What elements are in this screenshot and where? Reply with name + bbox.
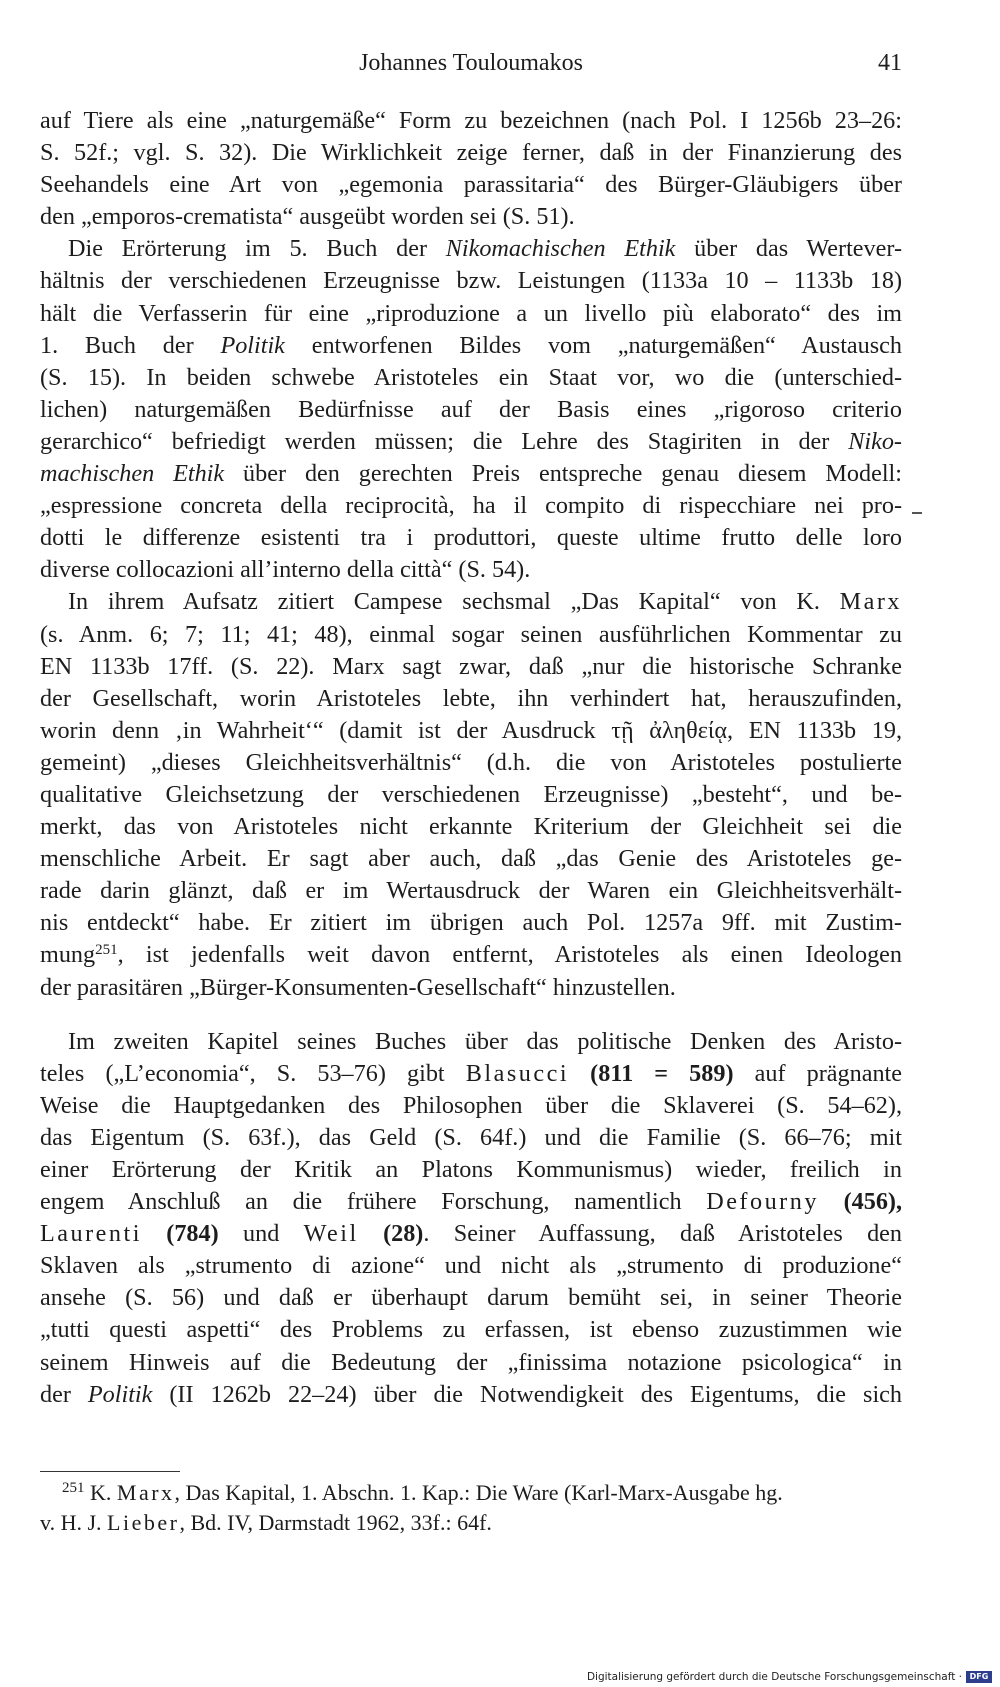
text-run: (II 1262b 22–24) über die Notwendigkeit des Eigentums, die sich [152, 1380, 903, 1408]
text-line [40, 843, 902, 875]
text-run: rade darin glänzt, daß er im Wertausdruck der Waren ein Gleichheitsverhält- [40, 877, 902, 905]
text-run: teles („L’economia“, S. 53–76) gibt [40, 1059, 466, 1087]
text-line [40, 394, 902, 426]
text-line [40, 490, 902, 522]
text-line [40, 265, 902, 297]
text-run: entworfenen Bildes vom „naturgemäßen“ Austausch [284, 331, 902, 359]
text-line [40, 875, 902, 907]
text-run: ansehe (S. 56) und daß er überhaupt darum bemüht sei, in seiner Theorie [40, 1284, 902, 1312]
main-text [40, 105, 902, 1411]
text-line [40, 779, 902, 811]
text-run: worin denn ‚in Wahrheit‘“ (damit ist der Ausdruck τῇ ἀληθείᾳ, EN 1133b 19, [40, 716, 902, 744]
text-line [40, 939, 902, 971]
text-line [40, 554, 902, 586]
text-run: und [218, 1220, 304, 1248]
paragraph [40, 586, 902, 1003]
text-line [40, 683, 902, 715]
text-run: hält die Verfasserin für eine „riproduzione a un livello più elaborato“ des im [40, 299, 902, 327]
running-title: Johannes Touloumakos [359, 50, 583, 76]
spaced-name: Marx [116, 1480, 175, 1505]
footnote-rule [40, 1471, 180, 1472]
text-run: K. [84, 1480, 117, 1505]
text-line [40, 1090, 902, 1122]
text-run: merkt, das von Aristoteles nicht erkannte Kriterium der Gleichheit sei die [40, 813, 902, 841]
text-line [40, 522, 902, 554]
italic-text: machischen Ethik [40, 460, 225, 488]
text-line [40, 1122, 902, 1154]
spaced-name: Lieber [107, 1510, 180, 1535]
footnote-marker: 251 [95, 942, 118, 959]
text-run: engem Anschluß an die frühere Forschung, namentlich [40, 1188, 707, 1216]
text-run: nis entdeckt“ habe. Er zitiert im übrigen auch Pol. 1257a 9ff. mit Zustim- [40, 909, 902, 937]
bold-reference: (28) [383, 1220, 424, 1248]
credit-text: Digitalisierung gefördert durch die Deutsche Forschungsgemeinschaft · [586, 1671, 962, 1683]
digitization-credit [587, 1671, 992, 1683]
text-line [40, 1186, 902, 1218]
bold-reference: (456), [843, 1188, 903, 1216]
text-run: seinem Hinweis auf die Bedeutung der „finissima notazione psicologica“ in [40, 1348, 902, 1376]
text-line [40, 1379, 902, 1411]
text-line [40, 1250, 902, 1282]
text-line [40, 1154, 902, 1186]
text-run: (s. Anm. 6; 7; 11; 41; 48), einmal sogar seinen ausführlichen Kommentar zu [40, 620, 902, 648]
text-run: der Gesellschaft, worin Aristoteles lebte, ihn verhindert hat, herauszufinden, [40, 684, 902, 712]
text-run [819, 1188, 844, 1215]
paragraph [40, 105, 902, 233]
text-line [40, 747, 902, 779]
text-run: über das Wertever- [675, 235, 902, 263]
text-run: über den gerechten Preis entspreche genau diesem Modell: [224, 460, 902, 488]
text-line [40, 1347, 902, 1379]
text-run: v. H. J. [40, 1510, 108, 1535]
text-run: mung [40, 941, 96, 969]
bold-reference: (784) [166, 1220, 219, 1248]
text-line [40, 1058, 902, 1090]
text-line [40, 330, 902, 362]
page-number: 41 [878, 50, 902, 76]
text-run: . Seiner Auffassung, daß Aristoteles den [423, 1220, 902, 1248]
text-line [40, 105, 902, 137]
text-run [359, 1220, 383, 1247]
text-run: Sklaven als „strumento di azione“ und nicht als „strumento di produzione“ [40, 1252, 902, 1280]
text-line [40, 362, 902, 394]
italic-text: Niko- [848, 427, 902, 455]
text-line [40, 715, 902, 747]
text-line [40, 1218, 902, 1250]
text-run: einer Erörterung der Kritik an Platons Kommunismus) wieder, freilich in [40, 1156, 902, 1183]
text-line [40, 1282, 902, 1314]
text-line [40, 619, 902, 651]
text-run: das Eigentum (S. 63f.), das Geld (S. 64f.) und die Familie (S. 66–76; mit [40, 1123, 902, 1151]
text-line [40, 169, 902, 201]
bold-reference: (811 = 589) [590, 1059, 734, 1087]
text-line [40, 1508, 902, 1538]
text-run: 1. Buch der [40, 331, 221, 359]
text-run: gerarchico“ befriedigt werden müssen; die Lehre des Stagiriten in der [40, 427, 849, 455]
text-line [40, 1478, 902, 1508]
text-run: Weise die Hauptgedanken des Philosophen über die Sklaverei (S. 54–62), [40, 1091, 902, 1119]
spaced-name: Marx [839, 588, 902, 616]
text-line [40, 972, 902, 1004]
text-run: , ist jedenfalls weit davon entfernt, Aristoteles als einen Ideologen [117, 941, 902, 969]
italic-text: Politik [87, 1380, 153, 1408]
spaced-name: Laurenti [40, 1220, 142, 1248]
text-run: , Das Kapital, 1. Abschn. 1. Kap.: Die Ware (Karl-Marx-Ausgabe hg. [174, 1480, 783, 1505]
text-run: gemeint) „dieses Gleichheitsverhältnis“ (d.h. die von Aristoteles postulierte [40, 748, 902, 776]
dfg-logo: DFG [966, 1671, 992, 1683]
text-line [40, 586, 902, 618]
paragraph [40, 233, 902, 586]
text-run: „espressione concreta della reciprocità, ha il compito di rispecchiare nei pro- [40, 492, 902, 520]
text-line [40, 298, 902, 330]
text-line [40, 233, 902, 265]
text-run: „tutti questi aspetti“ des Problems zu erfassen, ist ebenso zuzustimmen wie [40, 1316, 902, 1344]
spaced-name: Blasucci [465, 1059, 570, 1087]
text-run: hältnis der verschiedenen Erzeugnisse bzw. Leistungen (1133a 10 – 1133b 18) [40, 267, 902, 295]
text-run: den „emporos-crematista“ ausgeübt worden sei (S. 51). [40, 203, 575, 231]
paragraph [40, 1026, 902, 1411]
text-run: EN 1133b 17ff. (S. 22). Marx sagt zwar, daß „nur die historische Schranke [40, 652, 902, 680]
footnote [40, 1478, 902, 1538]
text-run: S. 52f.; vgl. S. 32). Die Wirklichkeit zeige ferner, daß in der Finanzierung des [40, 139, 902, 167]
text-run [142, 1220, 166, 1247]
text-line [40, 1314, 902, 1346]
text-line [40, 907, 902, 939]
text-run: qualitative Gleichsetzung der verschiedenen Erzeugnisse) „besteht“, und be- [40, 780, 902, 808]
text-line [40, 201, 902, 233]
text-run: Seehandels eine Art von „egemonia parassitaria“ des Bürger-Gläubigers über [40, 171, 902, 199]
spaced-name: Weil [303, 1220, 359, 1248]
text-line [40, 1026, 902, 1058]
text-run: Die Erörterung im 5. Buch der [68, 235, 446, 263]
text-line [40, 651, 902, 683]
running-header [40, 50, 902, 86]
text-run: lichen) naturgemäßen Bedürfnisse auf der Basis eines „rigoroso criterio [40, 395, 902, 423]
text-run: diverse collocazioni all’interno della città“ (S. 54). [40, 556, 531, 584]
spaced-name: Defourny [706, 1188, 819, 1216]
text-run: (S. 15). In beiden schwebe Aristoteles ein Staat vor, wo die (unterschied- [40, 363, 902, 391]
text-run: auf Tiere als eine „naturgemäße“ Form zu bezeichnen (nach Pol. I 1256b 23–26: [40, 107, 902, 134]
text-line [40, 137, 902, 169]
text-run: In ihrem Aufsatz zitiert Campese sechsmal „Das Kapital“ von K. [68, 588, 840, 616]
text-line [40, 811, 902, 843]
text-run: der parasitären „Bürger-Konsumenten-Gesellschaft“ hinzustellen. [40, 973, 676, 1001]
footnote-marker: 251 [62, 1480, 85, 1496]
text-run: , Bd. IV, Darmstadt 1962, 33f.: 64f. [179, 1510, 492, 1535]
text-line [40, 426, 902, 458]
text-line [40, 458, 902, 490]
text-run: Im zweiten Kapitel seines Buches über das politische Denken des Aristo- [68, 1027, 902, 1055]
text-run: auf prägnante [733, 1059, 902, 1087]
italic-text: Nikomachischen Ethik [445, 235, 676, 263]
text-run [569, 1060, 590, 1087]
margin-mark [912, 512, 922, 514]
text-run: der [40, 1380, 88, 1408]
text-run: dotti le differenze esistenti tra i produttori, queste ultime frutto delle loro [40, 524, 902, 552]
text-run: menschliche Arbeit. Er sagt aber auch, daß „das Genie des Aristoteles ge- [40, 845, 902, 873]
italic-text: Politik [220, 331, 285, 359]
